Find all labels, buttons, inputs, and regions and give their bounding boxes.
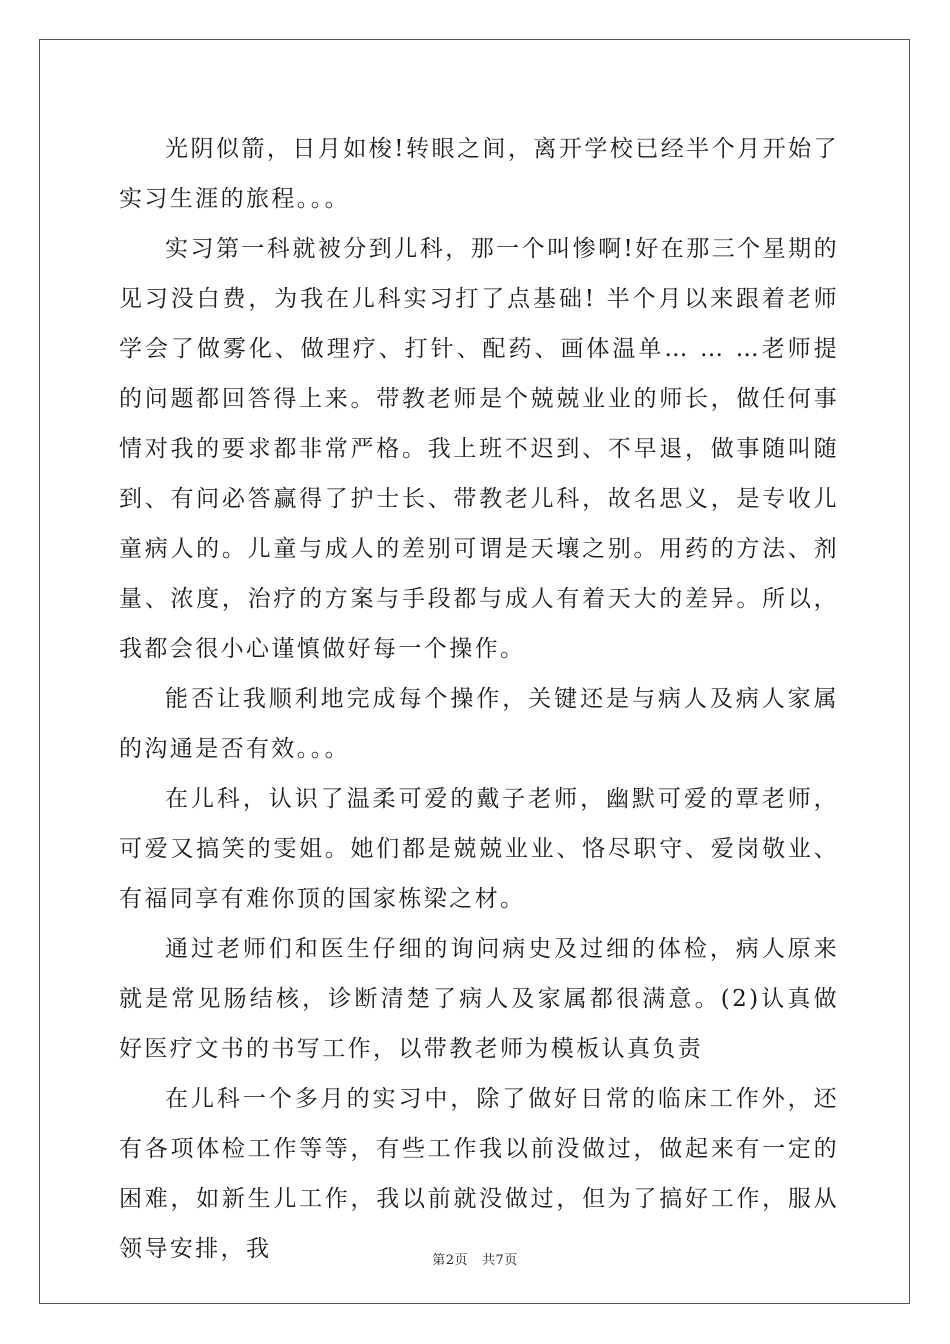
page-footer [0,1249,950,1268]
paragraph-4: 在儿科，认识了温柔可爱的戴子老师，幽默可爱的覃老师，可爱又搞笑的雯姐。她们都是兢兢业业、恪尽职守、爱岗敬业、有福同享有难你顶的国家栋梁之材。 [119,786,839,912]
page-total: 共7页 [482,1253,518,1268]
paragraph-2: 实习第一科就被分到儿科，那一个叫惨啊!好在那三个星期的见习没白费，为我在儿科实习打了点基础! 半个月以来跟着老师学会了做雾化、做理疗、打针、配药、画体温单… … …老师提的问题都回答得上来。带教老师是个兢兢业业的师长，做任何事情对我的要求都非常严格。我上班不迟到、不早退，做事随叫随到、有问必答赢得了护士长、带教老儿科，故名思义，是专收儿童病人的。儿童与成人的差别可谓是天壤之别。用药的方法、剂量、浓度，治疗的方案与手段都与成人有着天大的差异。所以，我都会很小心谨慎做好每一个操作。 [119,236,839,662]
paragraph-5: 通过老师们和医生仔细的询问病史及过细的体检，病人原来就是常见肠结核，诊断清楚了病人及家属都很满意。(2)认真做好医疗文书的书写工作，以带教老师为模板认真负责 [119,936,839,1062]
paragraph-6: 在儿科一个多月的实习中，除了做好日常的临床工作外，还有各项体检工作等等，有些工作我以前没做过，做起来有一定的困难，如新生儿工作，我以前就没做过，但为了搞好工作，服从领导安排，我 [119,1086,839,1262]
page-number: 第2页 [432,1253,468,1268]
paragraph-3: 能否让我顺利地完成每个操作，关键还是与病人及病人家属的沟通是否有效。。。 [119,686,839,762]
paragraph-1: 光阴似箭，日月如梭!转眼之间，离开学校已经半个月开始了实习生涯的旅程。。。 [119,136,839,212]
document-body [119,124,839,1274]
